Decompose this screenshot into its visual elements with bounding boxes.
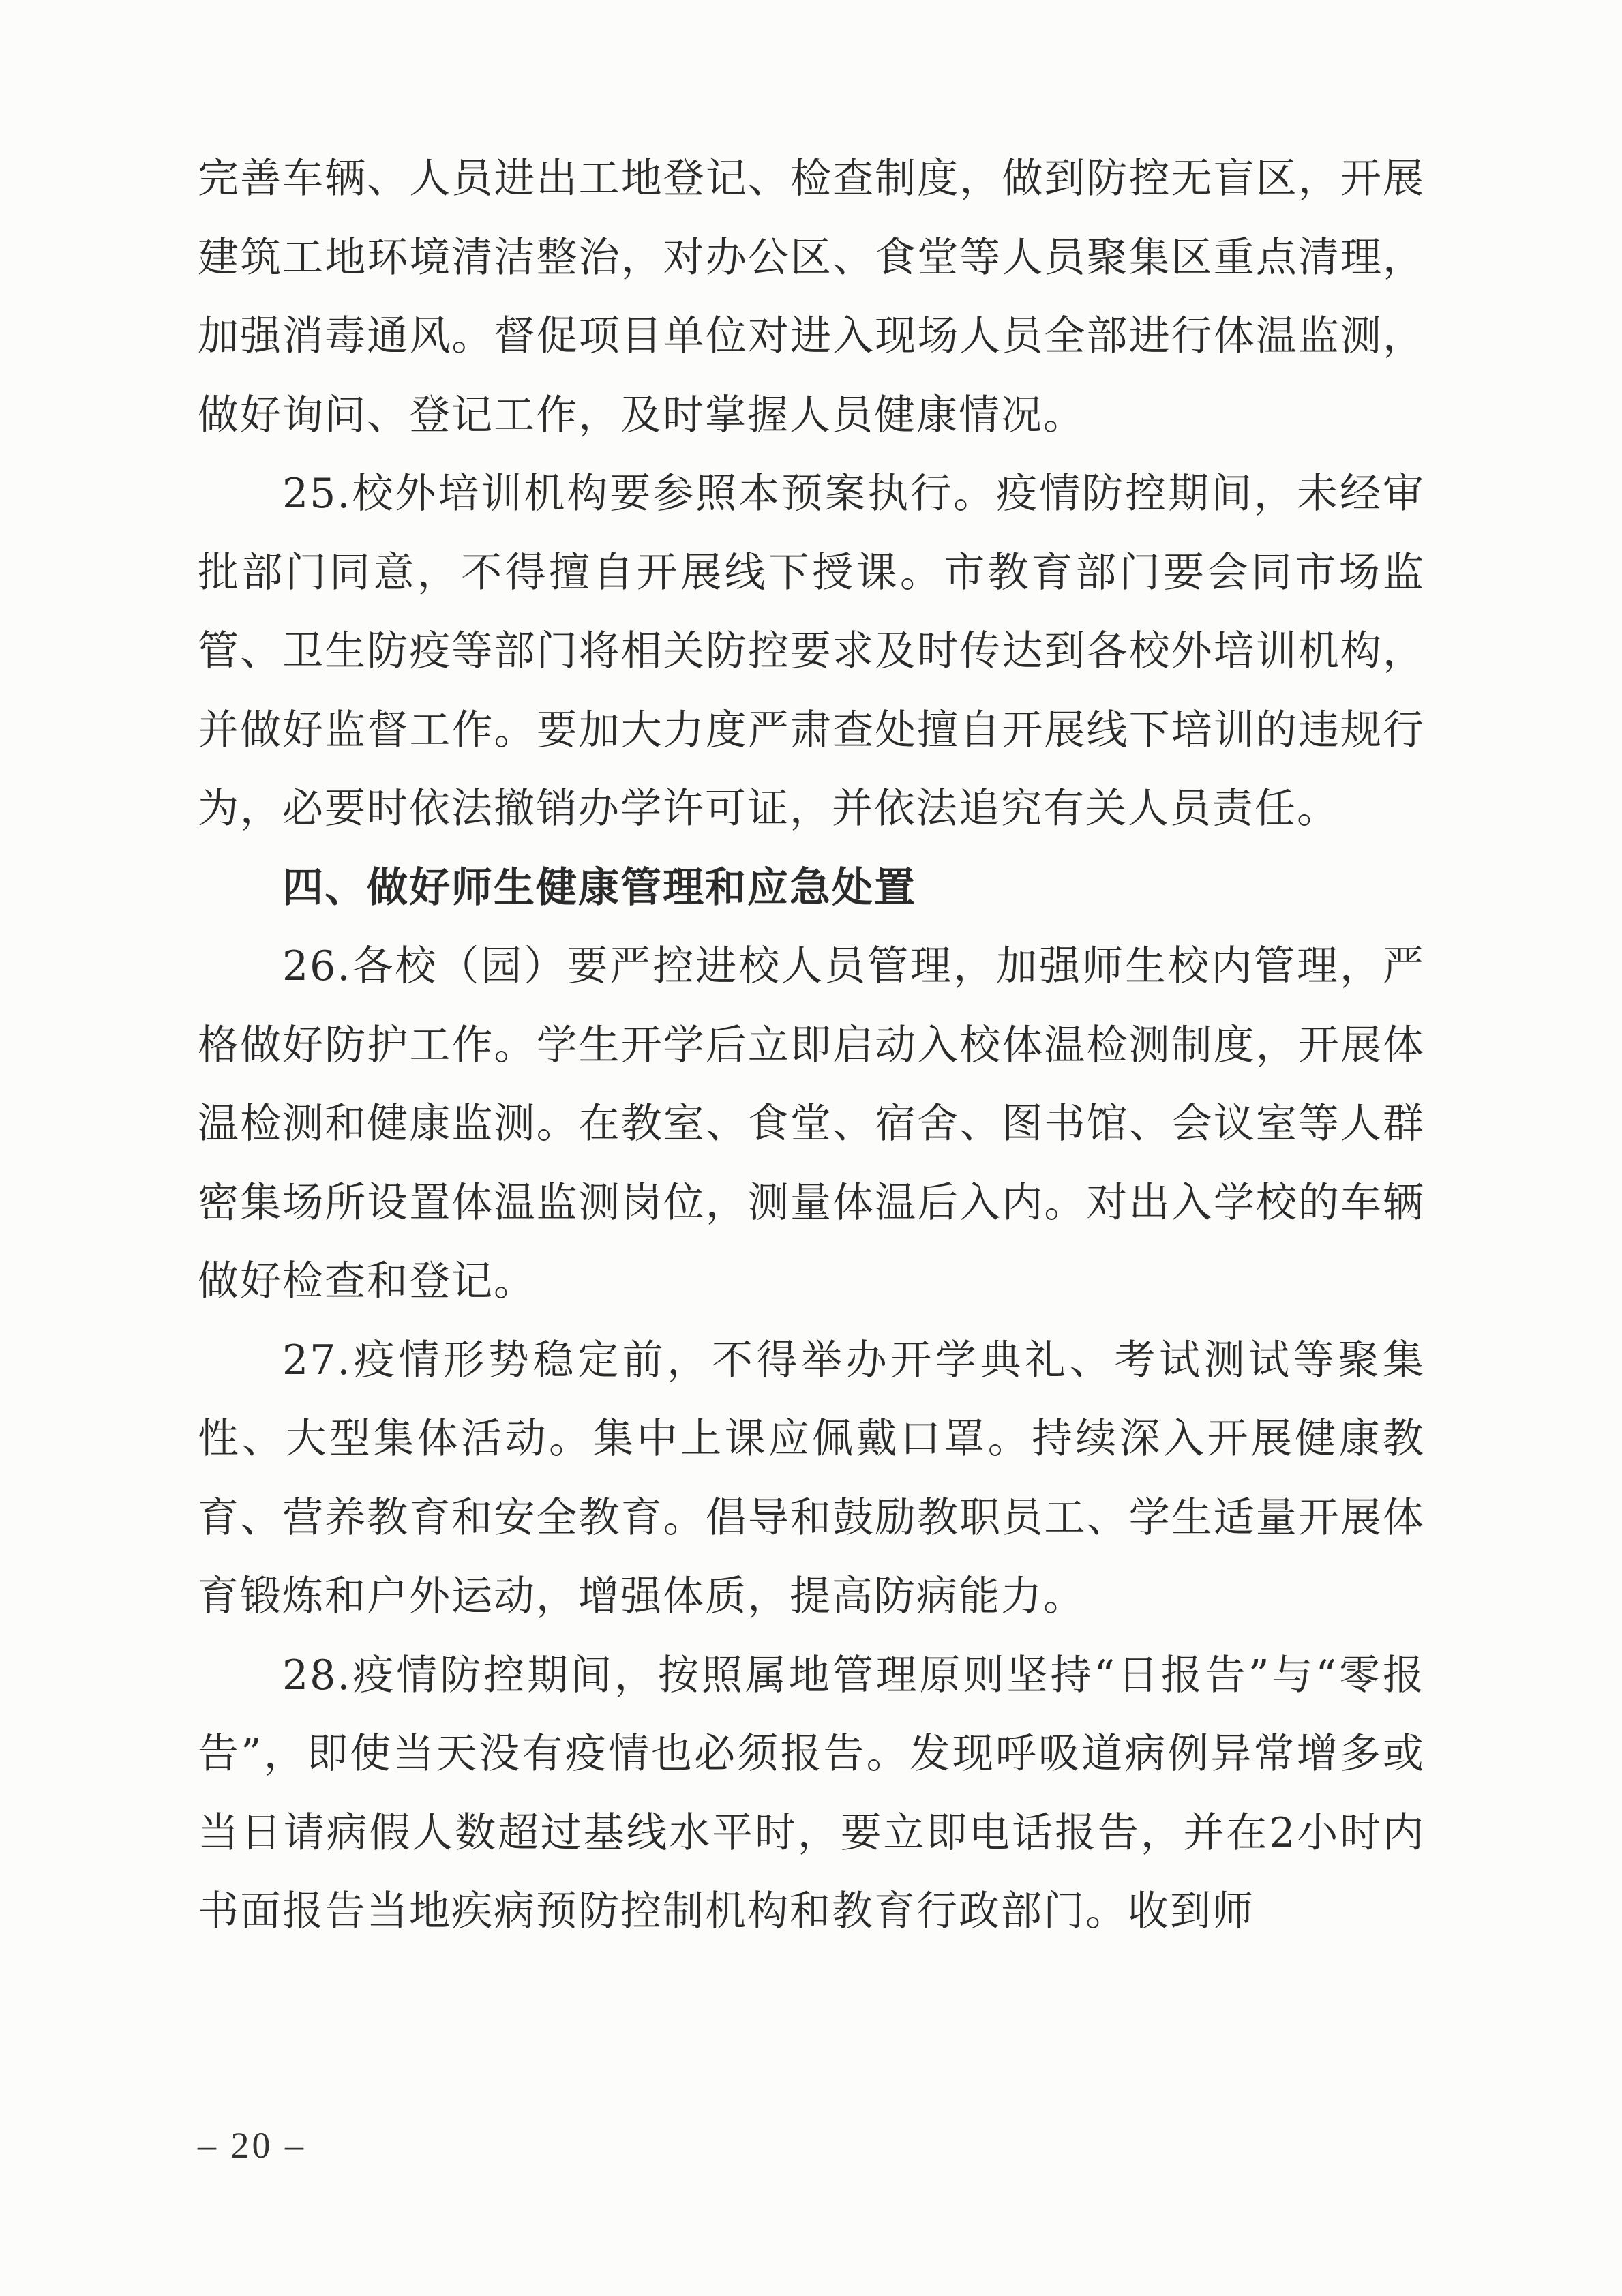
page-number: – 20 – xyxy=(198,2125,306,2166)
document-body xyxy=(198,140,1425,1952)
paragraph-item-25: 25.校外培训机构要参照本预案执行。疫情防控期间，未经审批部门同意，不得擅自开展线下授课。市教育部门要会同市场监管、卫生防疫等部门将相关防控要求及时传达到各校外培训机构，并做好监督工作。要加大力度严肃查处擅自开展线下培训的违规行为，必要时依法撤销办学许可证，并依法追究有关人员责任。 xyxy=(198,470,1425,833)
paragraph-item-26: 26.各校（园）要严控进校人员管理，加强师生校内管理，严格做好防护工作。学生开学后立即启动入校体温检测制度，开展体温检测和健康监测。在教室、食堂、宿舍、图书馆、会议室等人群密集场所设置体温监测岗位，测量体温后入内。对出入学校的车辆做好检查和登记。 xyxy=(198,942,1425,1305)
paragraph-item-28: 28.疫情防控期间，按照属地管理原则坚持“日报告”与“零报告”，即使当天没有疫情也必须报告。发现呼吸道病例异常增多或当日请病假人数超过基线水平时，要立即电话报告，并在2小时内书面报告当地疾病预防控制机构和教育行政部门。收到师 xyxy=(198,1651,1425,1935)
paragraph-item-27: 27.疫情形势稳定前，不得举办开学典礼、考试测试等聚集性、大型集体活动。集中上课应佩戴口罩。持续深入开展健康教育、营养教育和安全教育。倡导和鼓励教职员工、学生适量开展体育锻炼和户外运动，增强体质，提高防病能力。 xyxy=(198,1336,1425,1620)
paragraph-continued: 完善车辆、人员进出工地登记、检查制度，做到防控无盲区，开展建筑工地环境清洁整治，对办公区、食堂等人员聚集区重点清理，加强消毒通风。督促项目单位对进入现场人员全部进行体温监测，做好询问、登记工作，及时掌握人员健康情况。 xyxy=(198,155,1425,439)
section-heading: 四、做好师生健康管理和应急处置 xyxy=(282,863,916,912)
